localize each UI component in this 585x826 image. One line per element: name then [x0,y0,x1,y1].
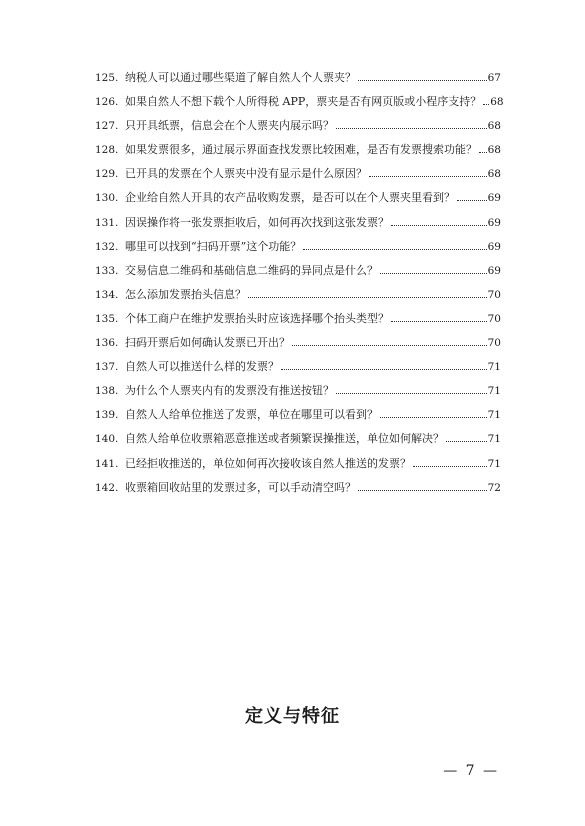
dot-leader [292,344,487,346]
dot-leader [358,79,487,81]
toc-entry-title: 个体工商户在维护发票抬头时应该选择哪个抬头类型？ [125,311,389,325]
dot-leader [380,416,487,418]
toc-entry[interactable] [95,66,501,90]
section-title: 定义与特征 [245,706,340,727]
toc-entry-number: 138. [95,385,119,398]
toc-entry-number: 140. [95,433,119,446]
toc-entry[interactable] [95,427,501,451]
toc-entry-title: 为什么个人票夹内有的发票没有推送按钮？ [125,384,334,398]
toc-entry[interactable] [95,90,504,114]
toc-entry-number: 131. [95,216,119,229]
toc-entry-number: 132. [95,240,119,253]
toc-entry-number: 126. [95,96,119,109]
toc-entry-page: 69 [487,216,501,229]
dot-leader [483,103,489,105]
dot-leader [380,272,487,274]
toc-entry[interactable] [95,138,501,162]
dot-leader [358,489,487,491]
toc-entry-page: 70 [487,288,501,301]
toc-entry-number: 130. [95,192,119,205]
toc-entry-page: 71 [487,433,501,446]
toc-entry[interactable] [95,476,501,500]
dot-leader [281,368,487,370]
toc-entry-number: 125. [95,72,119,84]
toc-entry-page: 72 [487,481,501,494]
toc-entry-title: 企业给自然人开具的农产品收购发票，是否可以在个人票夹里看到？ [125,191,455,205]
dot-leader [479,151,487,153]
toc-entry-title: 因误操作将一张发票拒收后，如何再次找到这张发票？ [125,215,389,229]
toc-entry-page: 68 [490,96,504,109]
toc-entry-page: 71 [487,457,501,470]
dot-leader [336,127,487,129]
toc-entry-title: 扫码开票后如何确认发票已开出？ [125,336,290,350]
dot-leader [303,248,486,250]
table-of-contents [95,66,504,500]
dot-leader [446,440,487,442]
toc-entry[interactable] [95,307,501,331]
toc-entry-title: 怎么添加发票抬头信息？ [125,287,246,301]
toc-entry-number: 128. [95,144,119,157]
toc-entry[interactable] [95,235,501,259]
toc-entry-page: 68 [487,168,501,181]
toc-entry-page: 68 [487,144,501,157]
toc-entry-number: 136. [95,337,119,350]
toc-entry-number: 133. [95,264,119,277]
toc-entry-title: 只开具纸票，信息会在个人票夹内展示吗？ [125,119,334,133]
dot-leader [391,320,487,322]
toc-entry-title: 纳税人可以通过哪些渠道了解自然人个人票夹？ [125,71,356,84]
toc-entry[interactable] [95,211,501,235]
toc-entry[interactable] [95,331,501,355]
toc-entry[interactable] [95,162,501,186]
dot-leader [248,296,487,298]
toc-entry-page: 71 [487,361,501,374]
toc-entry-title: 自然人人给单位推送了发票，单位在哪里可以看到？ [125,408,378,422]
toc-entry-title: 交易信息二维码和基础信息二维码的异同点是什么？ [125,263,378,277]
toc-entry-page: 71 [487,409,501,422]
toc-entry-title: 已经拒收推送的，单位如何再次接收该自然人推送的发票？ [125,456,411,470]
toc-entry-number: 139. [95,409,119,422]
dot-leader [336,392,487,394]
toc-entry-page: 69 [487,240,501,253]
dot-leader [413,465,487,467]
toc-entry[interactable] [95,452,501,476]
toc-entry-number: 127. [95,120,119,133]
toc-entry-title: 收票箱回收站里的发票过多，可以手动清空吗？ [125,480,356,494]
toc-entry-title: 已开具的发票在个人票夹中没有显示是什么原因？ [125,167,367,181]
toc-entry-page: 69 [487,192,501,205]
toc-entry-page: 69 [487,264,501,277]
toc-entry-title: 如果发票很多，通过展示界面查找发票比较困难，是否有发票搜索功能？ [125,143,477,157]
toc-entry-page: 70 [487,312,501,325]
toc-entry[interactable] [95,114,501,138]
toc-entry-number: 142. [95,481,119,494]
toc-entry[interactable] [95,355,501,379]
toc-entry-page: 67 [487,72,501,84]
toc-entry[interactable] [95,186,501,210]
toc-entry[interactable] [95,283,501,307]
toc-entry-page: 70 [487,337,501,350]
toc-entry-number: 129. [95,168,119,181]
page-number: — 7 — [443,763,499,779]
toc-entry-page: 68 [487,120,501,133]
dot-leader [369,175,487,177]
dot-leader [457,199,487,201]
toc-entry-title: 自然人可以推送什么样的发票？ [125,360,279,374]
dot-leader [391,224,487,226]
toc-entry-number: 137. [95,361,119,374]
toc-entry-number: 141. [95,457,119,470]
toc-entry[interactable] [95,403,501,427]
toc-entry-number: 135. [95,312,119,325]
toc-entry-number: 134. [95,288,119,301]
toc-entry[interactable] [95,379,501,403]
toc-entry-title: 自然人给单位收票箱恶意推送或者频繁误操推送，单位如何解决？ [125,432,444,446]
toc-entry-page: 71 [487,385,501,398]
toc-entry-title: 哪里可以找到“扫码开票”这个功能？ [125,239,302,253]
toc-entry-title: 如果自然人不想下载个人所得税 APP，票夹是否有网页版或小程序支持？ [125,95,482,109]
toc-entry[interactable] [95,259,501,283]
